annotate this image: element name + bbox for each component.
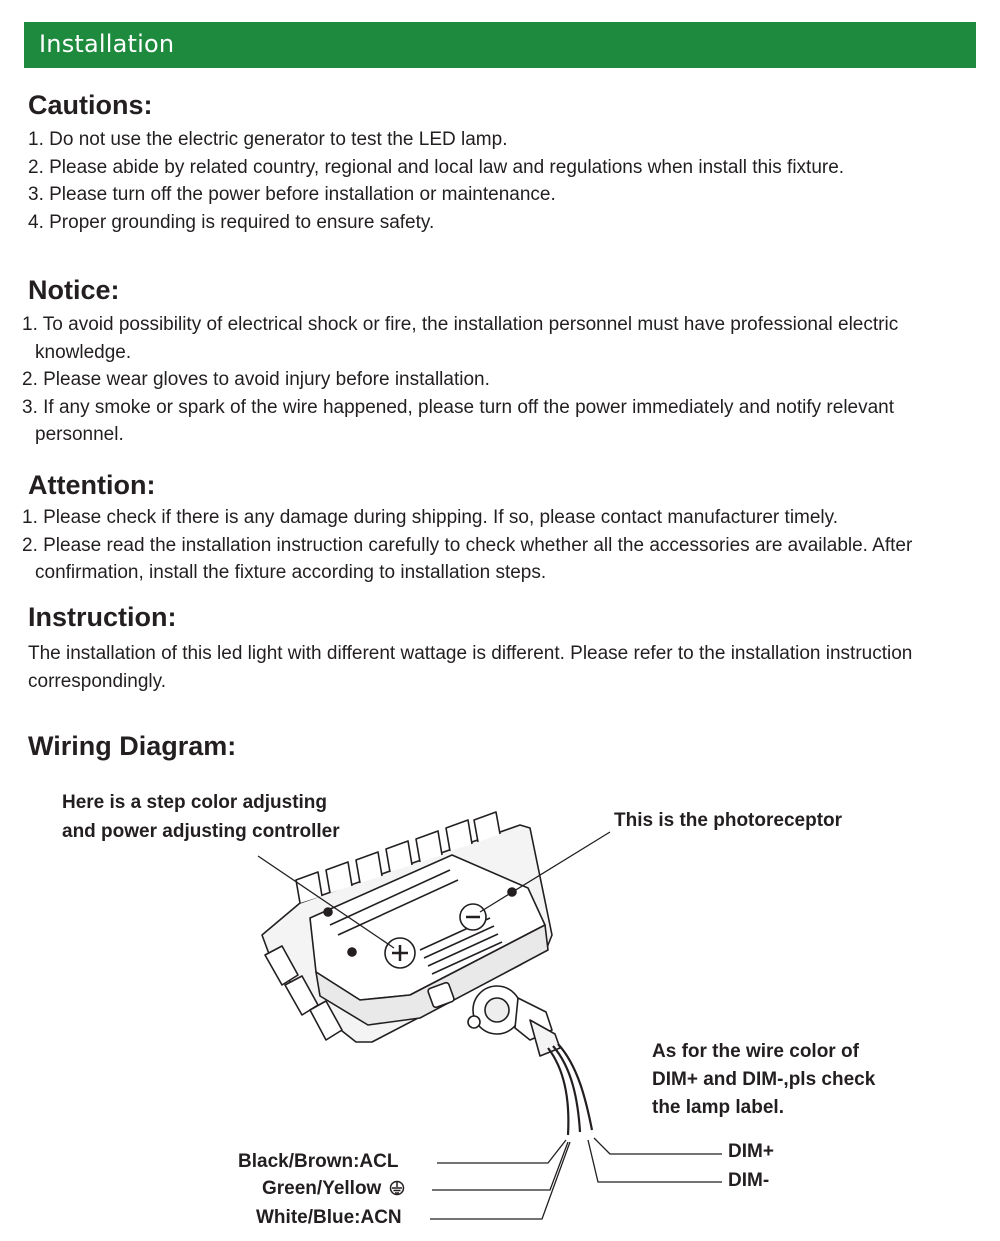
wire-note-line: As for the wire color of: [652, 1041, 859, 1062]
acl-leader-line: [437, 1140, 566, 1163]
ground-leader-line: [432, 1142, 568, 1190]
list-item: 2. Please wear gloves to avoid injury before installation.: [22, 369, 490, 390]
instruction-text: The installation of this led light with different wattage is different. Please refer to the installation instruction correspondingly.: [28, 643, 913, 692]
wire-label-acn: White/Blue:ACN: [256, 1207, 402, 1228]
instruction-heading: Instruction:: [28, 602, 177, 632]
cautions-heading: Cautions:: [28, 90, 153, 120]
list-item: 1. Do not use the electric generator to test the LED lamp.: [28, 129, 508, 150]
wiring-heading: Wiring Diagram:: [28, 731, 237, 761]
controller-callout-line: and power adjusting controller: [62, 821, 340, 842]
wire-note-line: the lamp label.: [652, 1097, 784, 1118]
wire-label-acl: Black/Brown:ACL: [238, 1151, 399, 1172]
list-item: 1. Please check if there is any damage during shipping. If so, please contact manufacturer timely.: [22, 507, 839, 528]
list-item: 2. Please abide by related country, regional and local law and regulations when install this fixture.: [28, 156, 845, 178]
list-item: 1. To avoid possibility of electrical shock or fire, the installation personnel must have professional electric knowledge.: [22, 314, 899, 363]
section-title: Installation: [39, 30, 175, 58]
wire-label-dim-plus: DIM+: [728, 1141, 774, 1162]
list-item: 2. Please read the installation instruction carefully to check whether all the accessories are available. After confirmation, install the fixture according to installation steps.: [22, 534, 913, 583]
notice-heading: Notice:: [28, 275, 120, 305]
dim-minus-leader-line: [588, 1140, 722, 1182]
wire-label-dim-minus: DIM-: [728, 1170, 770, 1191]
acn-leader-line: [430, 1142, 570, 1219]
wire-note-line: DIM+ and DIM-,pls check: [652, 1069, 876, 1090]
dim-plus-leader-line: [594, 1138, 722, 1154]
wire-label-ground-text: Green/Yellow: [262, 1178, 382, 1199]
attention-heading: Attention:: [28, 470, 156, 500]
list-item: 3. Please turn off the power before installation or maintenance.: [28, 184, 556, 205]
list-item: 3. If any smoke or spark of the wire happened, please turn off the power immediately and notify relevant personnel.: [22, 396, 895, 445]
list-item: 4. Proper grounding is required to ensure safety.: [28, 211, 435, 233]
photoreceptor-callout: This is the photoreceptor: [614, 810, 843, 831]
controller-callout-line: Here is a step color adjusting: [62, 792, 328, 813]
